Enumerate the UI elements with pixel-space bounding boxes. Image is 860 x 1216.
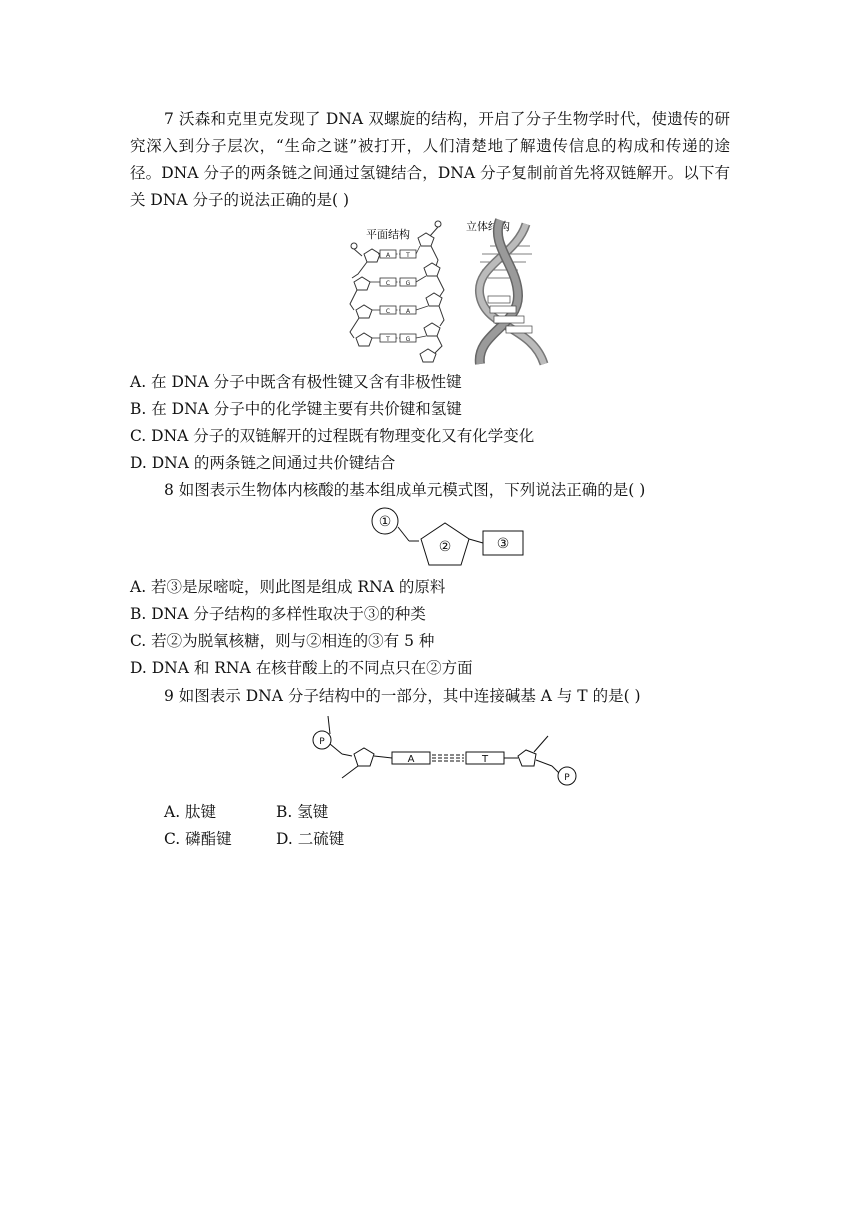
q7-option-b: B. 在 DNA 分子中的化学键主要有共价键和氢键: [130, 400, 462, 418]
hydrogen-bonds: [432, 755, 464, 761]
p-left-label: P: [319, 737, 325, 747]
stereo-structure-label: 立体结构: [466, 220, 510, 233]
q7-stem: 7 沃森和克里克发现了 DNA 双螺旋的结构，开启了分子生物学时代，使遗传的研究深入到分子层次，“生命之谜”被打开，人们清楚地了解遗传信息的构成和传递的途径。DNA 分子的两条链之间通过氢键结合，DNA 分子复制前首先将双链解开。以下有关 DNA 分子的说法正确的是( ): [130, 110, 730, 209]
q8-nucleotide-figure: [365, 505, 530, 575]
q8-option-b: B. DNA 分子结构的多样性取决于③的种类: [130, 605, 426, 623]
base-right-2: G: [405, 280, 411, 287]
q9-option-a: A. 肽键: [164, 803, 217, 821]
q8-option-d: D. DNA 和 RNA 在核苷酸上的不同点只在②方面: [130, 659, 473, 677]
q7-option-c: C. DNA 分子的双链解开的过程既有物理变化又有化学变化: [130, 427, 535, 445]
label-1: ①: [378, 514, 392, 530]
p-right-label: P: [564, 773, 570, 783]
label-3: ③: [496, 536, 510, 552]
q9-option-c: C. 磷酯键: [164, 830, 232, 848]
base-right-3: A: [405, 308, 411, 315]
q7-dna-figure: [340, 216, 555, 370]
q9-stem: 9 如图表示 DNA 分子结构中的一部分，其中连接碱基 A 与 T 的是( ): [164, 687, 641, 705]
q9-option-b: B. 氢键: [276, 803, 329, 821]
double-helix: [479, 220, 544, 364]
planar-structure-label: 平面结构: [366, 228, 410, 241]
q8-option-c: C. 若②为脱氧核糖，则与②相连的③有 5 种: [130, 632, 435, 650]
base-a-label: A: [407, 754, 415, 765]
q8-stem: 8 如图表示生物体内核酸的基本组成单元模式图，下列说法正确的是( ): [164, 481, 646, 499]
planar-base-pairs: [370, 246, 428, 342]
nucleotide-diagram: [365, 505, 530, 571]
q8-option-a: A. 若③是尿嘧啶，则此图是组成 RNA 的原料: [130, 578, 446, 596]
dna-structure-diagram: [340, 216, 555, 366]
sugar-left: [354, 748, 374, 766]
label-2: ②: [438, 539, 452, 555]
base-left-4: T: [386, 336, 390, 343]
planar-left-strand: [350, 243, 380, 346]
base-pair-diagram: [308, 716, 588, 790]
q7-option-d: D. DNA 的两条链之间通过共价键结合: [130, 454, 396, 472]
base-t-label: T: [481, 754, 489, 765]
q9-base-pair-figure: [308, 716, 588, 794]
planar-right-strand: [418, 221, 444, 362]
sugar-right: [518, 750, 536, 766]
base-right-1: T: [406, 252, 410, 259]
base-left-1: A: [385, 252, 391, 259]
q9-option-d: D. 二硫键: [276, 830, 345, 848]
base-left-3: C: [385, 308, 391, 315]
base-right-4: G: [405, 336, 411, 343]
q7-option-a: A. 在 DNA 分子中既含有极性键又含有非极性键: [130, 373, 462, 391]
base-left-2: C: [385, 280, 391, 287]
